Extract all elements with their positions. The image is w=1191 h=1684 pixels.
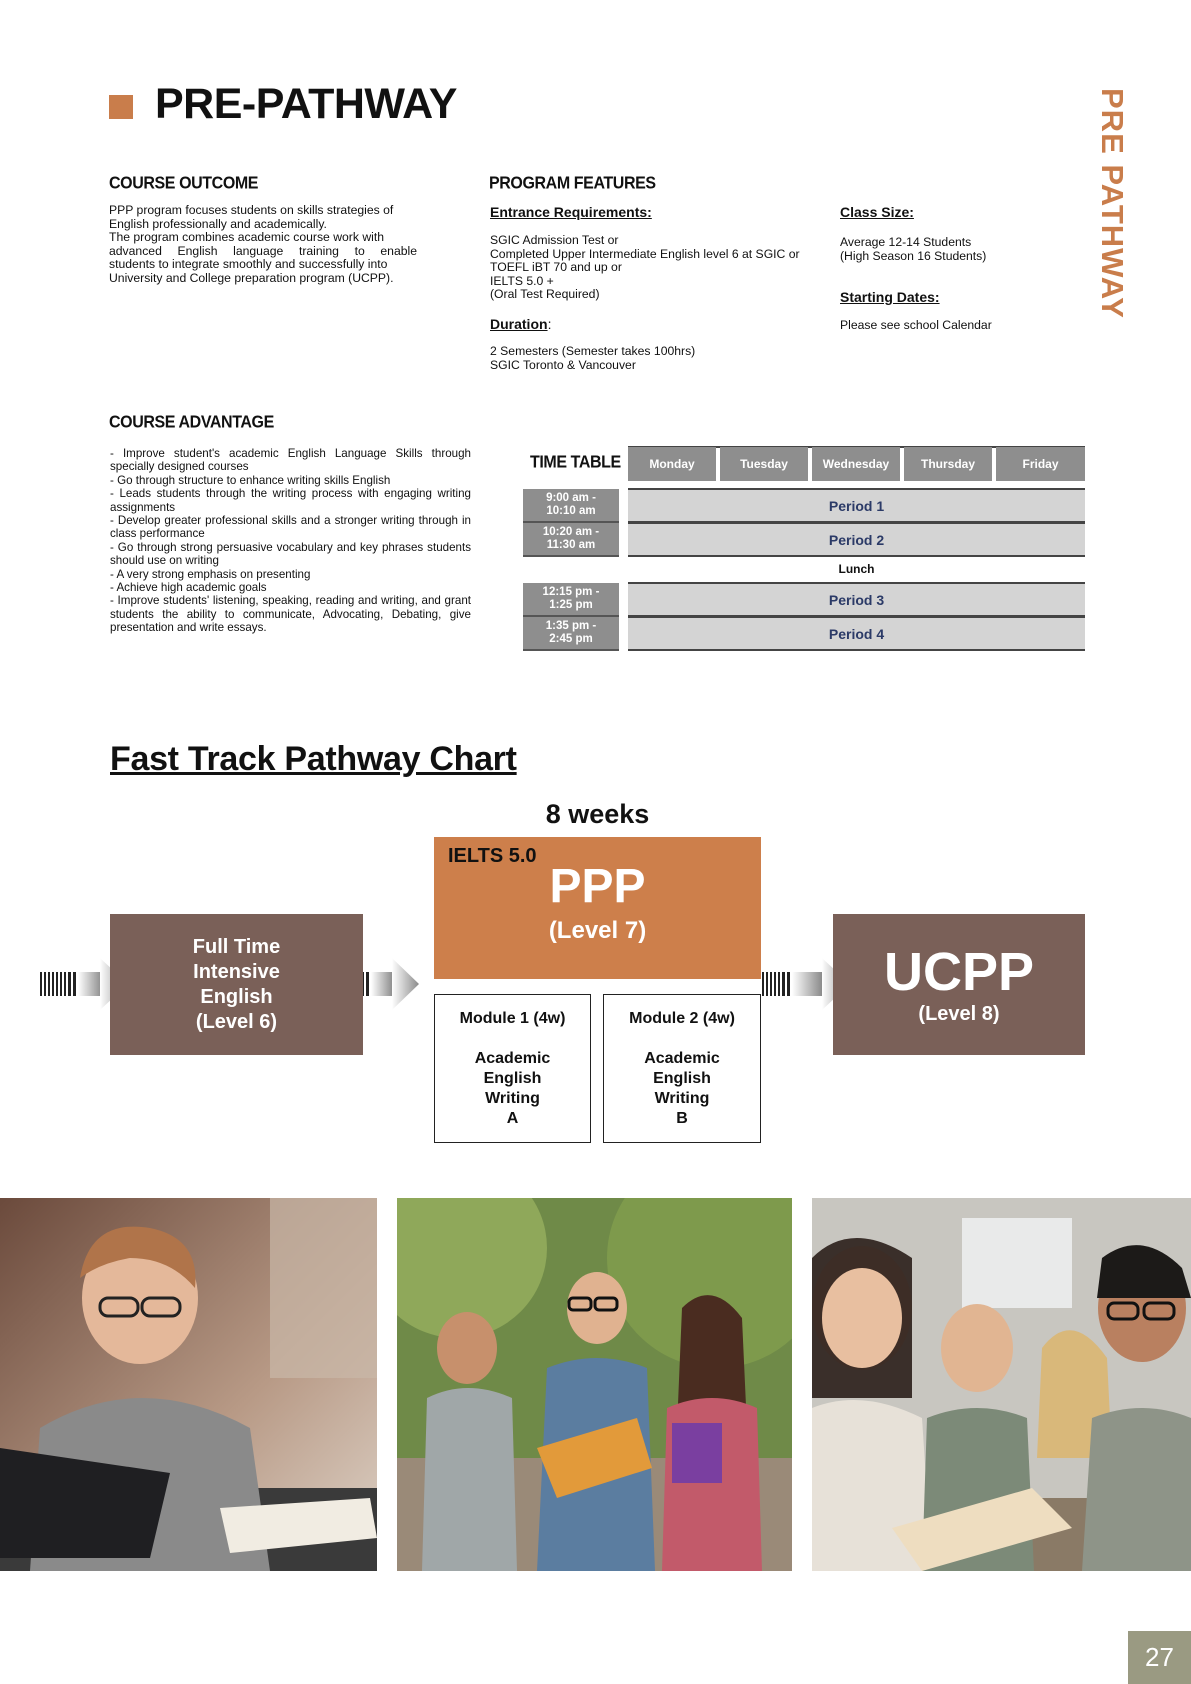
program-features-heading: PROGRAM FEATURES (489, 174, 656, 193)
start-box-line: Intensive (193, 960, 280, 983)
module-line: B (676, 1110, 688, 1127)
entrance-requirements-text (490, 234, 800, 302)
duration-label: Duration (490, 316, 548, 332)
time-end: 2:45 pm (549, 633, 593, 645)
page-title: PRE-PATHWAY (155, 80, 457, 128)
time-start: 1:35 pm - (545, 620, 597, 632)
full-time-english-box (110, 914, 363, 1055)
module-line: Academic (644, 1050, 720, 1067)
entrance-line: Completed Upper Intermediate English level 6 at SGIC or (490, 246, 800, 261)
starting-dates-text: Please see school Calendar (840, 318, 992, 332)
ppp-box (434, 837, 761, 979)
advantage-line: assignments (110, 500, 176, 514)
side-title (1090, 88, 1150, 328)
time-slot (523, 583, 619, 617)
outcome-line: students to integrate smoothly and successfully into (109, 257, 388, 271)
module-2-box (603, 994, 761, 1143)
outcome-line: English professionally and academically. (109, 216, 327, 231)
ucpp-level: (Level 8) (918, 1002, 1000, 1025)
day-header-monday: Monday (628, 447, 716, 481)
time-start: 9:00 am - (546, 492, 596, 504)
day-header-friday: Friday (996, 447, 1085, 481)
entrance-line: IELTS 5.0 + (490, 273, 554, 288)
duration-label: 8 weeks (545, 799, 650, 829)
advantage-line: - Improve student's academic English Language Skills through (110, 447, 471, 460)
outcome-line: The program combines academic course work with (109, 230, 385, 244)
day-header-wednesday: Wednesday (812, 447, 900, 481)
title-square-icon (109, 95, 133, 119)
entrance-line: TOEFL iBT 70 and up or (490, 260, 622, 274)
entrance-line: SGIC Admission Test or (490, 233, 619, 247)
advantage-line: - Develop greater professional skills and a stronger writing through in (110, 514, 471, 528)
module-line: Writing (485, 1090, 540, 1107)
advantage-line: - Go through structure to enhance writing skills English (110, 473, 391, 487)
time-end: 10:10 am (546, 505, 596, 517)
time-start: 10:20 am - (542, 526, 600, 538)
outcome-line: University and College preparation program (UCPP). (109, 270, 394, 285)
advantage-line: class performance (110, 527, 205, 541)
time-slot (523, 617, 619, 651)
photo-group-smiling (812, 1198, 1191, 1571)
class-size-line: (High Season 16 Students) (840, 248, 987, 263)
period-row: Period 4 (628, 616, 1085, 651)
start-box-line: English (200, 985, 273, 1008)
ppp-ielts-label: IELTS 5.0 (448, 845, 537, 867)
class-size-text (840, 236, 986, 263)
photo-students-walking (397, 1198, 792, 1571)
class-size-label: Class Size: (840, 204, 914, 220)
advantage-line: - Go through strong persuasive vocabulary and key phrases students (110, 540, 471, 554)
course-outcome-heading: COURSE OUTCOME (109, 174, 259, 193)
duration-heading (490, 316, 551, 332)
advantage-line: - Leads students through the writing process with engaging writing (110, 487, 471, 501)
module-line: English (653, 1070, 711, 1087)
starting-dates-label: Starting Dates: (840, 289, 940, 305)
module-line: A (506, 1110, 519, 1127)
outcome-line: PPP program focuses students on skills strategies of (109, 203, 394, 217)
module-line: English (483, 1070, 542, 1087)
ucpp-box (833, 914, 1085, 1055)
duration-line: SGIC Toronto & Vancouver (490, 357, 636, 372)
start-box-line: Full Time (192, 935, 281, 958)
module-title: Module 1 (4w) (459, 1010, 566, 1027)
time-end: 1:25 pm (549, 599, 593, 611)
advantage-line: students the ability to communicate, Advocating, Debating, give (110, 607, 471, 621)
module-line: Academic (474, 1050, 551, 1067)
side-title-text: PRE PATHWAY (1095, 88, 1130, 319)
advantage-line: - Improve students' listening, speaking, reading and writing, and grant (110, 594, 471, 608)
course-outcome-text (109, 204, 417, 285)
time-slot (523, 523, 619, 557)
lunch-row: Lunch (838, 562, 875, 576)
start-box-line: (Level 6) (195, 1010, 278, 1033)
advantage-line: specially designed courses (110, 460, 249, 474)
duration-colon: : (547, 316, 552, 332)
ucpp-name: UCPP (883, 941, 1035, 1002)
day-header-tuesday: Tuesday (720, 447, 808, 481)
ppp-level: (Level 7) (548, 917, 647, 944)
entrance-line: (Oral Test Required) (490, 287, 600, 301)
advantage-line: - A very strong emphasis on presenting (110, 567, 311, 581)
period-row: Period 1 (628, 488, 1085, 523)
course-advantage-heading: COURSE ADVANTAGE (109, 413, 274, 432)
period-row: Period 2 (628, 522, 1085, 557)
entrance-requirements-label: Entrance Requirements: (490, 204, 652, 220)
timetable-label: TIME TABLE (530, 453, 621, 472)
photo-student-laptop (0, 1198, 377, 1571)
outcome-line: advanced English language training to enable (109, 243, 417, 258)
day-header-thursday: Thursday (904, 447, 992, 481)
time-end: 11:30 am (546, 539, 596, 551)
class-size-line: Average 12-14 Students (840, 235, 972, 249)
course-advantage-list (110, 447, 471, 635)
advantage-line: presentation and write essays. (110, 621, 267, 635)
module-line: Writing (654, 1090, 710, 1107)
duration-line: 2 Semesters (Semester takes 100hrs) (490, 344, 696, 358)
advantage-line: - Achieve high academic goals (110, 581, 267, 595)
period-row: Period 3 (628, 582, 1085, 617)
duration-text (490, 345, 695, 372)
page-number: 27 (1128, 1631, 1191, 1684)
advantage-line: should use on writing (110, 554, 219, 568)
time-start: 12:15 pm - (542, 586, 600, 598)
ppp-name: PPP (549, 860, 646, 913)
module-title: Module 2 (4w) (629, 1010, 735, 1027)
time-slot (523, 489, 619, 523)
module-1-box (434, 994, 591, 1143)
chart-title: Fast Track Pathway Chart (110, 740, 517, 778)
